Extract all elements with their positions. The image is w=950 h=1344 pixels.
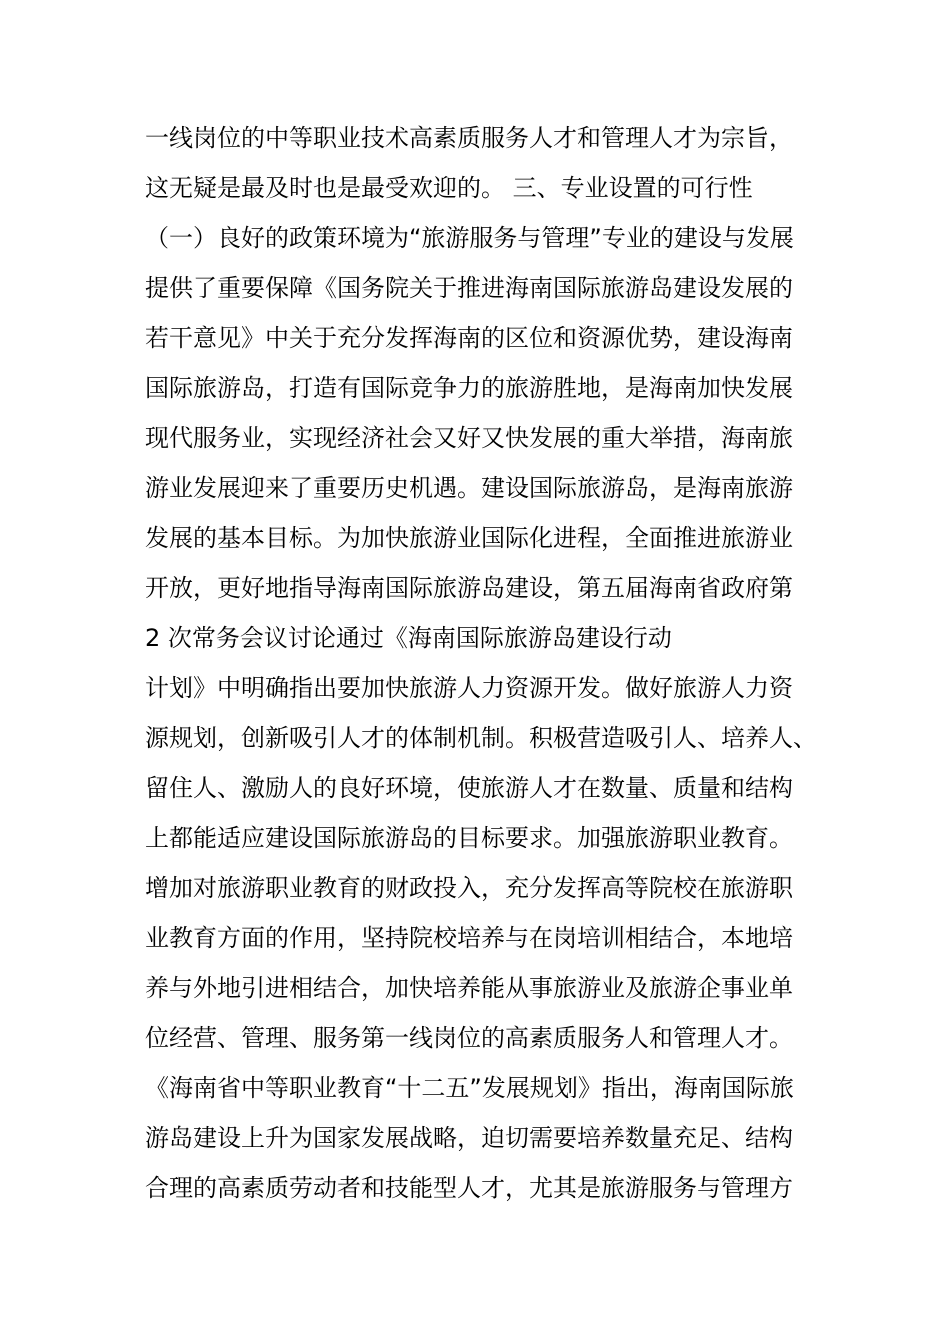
text-line: 源规划，创新吸引人才的体制机制。积极营造吸引人、培养人、 [145, 724, 817, 752]
text-line: 发展的基本目标。为加快旅游业国际化进程，全面推进旅游业 [145, 524, 793, 552]
text-line: 游业发展迎来了重要历史机遇。建设国际旅游岛，是海南旅游 [145, 474, 793, 502]
text-line: 这无疑是最及时也是最受欢迎的。 三、专业设置的可行性 [145, 174, 753, 202]
text-line: 游岛建设上升为国家发展战略，迫切需要培养数量充足、结构 [145, 1124, 793, 1152]
text-line: 国际旅游岛，打造有国际竞争力的旅游胜地，是海南加快发展 [145, 374, 793, 402]
text-line: 《海南省中等职业教育“十二五”发展规划》指出，海南国际旅 [145, 1074, 794, 1102]
body-text [145, 113, 835, 1213]
text-line: 增加对旅游职业教育的财政投入，充分发挥高等院校在旅游职 [145, 874, 793, 902]
text-line: 提供了重要保障《国务院关于推进海南国际旅游岛建设发展的 [145, 274, 793, 302]
text-line: 业教育方面的作用，坚持院校培养与在岗培训相结合，本地培 [145, 924, 793, 952]
text-line: 若干意见》中关于充分发挥海南的区位和资源优势，建设海南 [145, 324, 793, 352]
text-line: 开放，更好地指导海南国际旅游岛建设，第五届海南省政府第 [145, 574, 793, 602]
text-line: 位经营、管理、服务第一线岗位的高素质服务人和管理人才。 [145, 1024, 793, 1052]
text-line: 2 次常务会议讨论通过《海南国际旅游岛建设行动 [145, 624, 672, 652]
text-line: （一）良好的政策环境为“旅游服务与管理”专业的建设与发展 [145, 224, 794, 252]
text-line: 养与外地引进相结合，加快培养能从事旅游业及旅游企事业单 [145, 974, 793, 1002]
text-line: 合理的高素质劳动者和技能型人才，尤其是旅游服务与管理方 [145, 1174, 793, 1202]
text-line: 留住人、激励人的良好环境，使旅游人才在数量、质量和结构 [145, 774, 793, 802]
text-line: 现代服务业，实现经济社会又好又快发展的重大举措，海南旅 [145, 424, 793, 452]
text-line: 上都能适应建设国际旅游岛的目标要求。加强旅游职业教育。 [145, 824, 793, 852]
text-line: 一线岗位的中等职业技术高素质服务人才和管理人才为宗旨， [145, 124, 793, 152]
text-line: 计划》中明确指出要加快旅游人力资源开发。做好旅游人力资 [145, 674, 793, 702]
